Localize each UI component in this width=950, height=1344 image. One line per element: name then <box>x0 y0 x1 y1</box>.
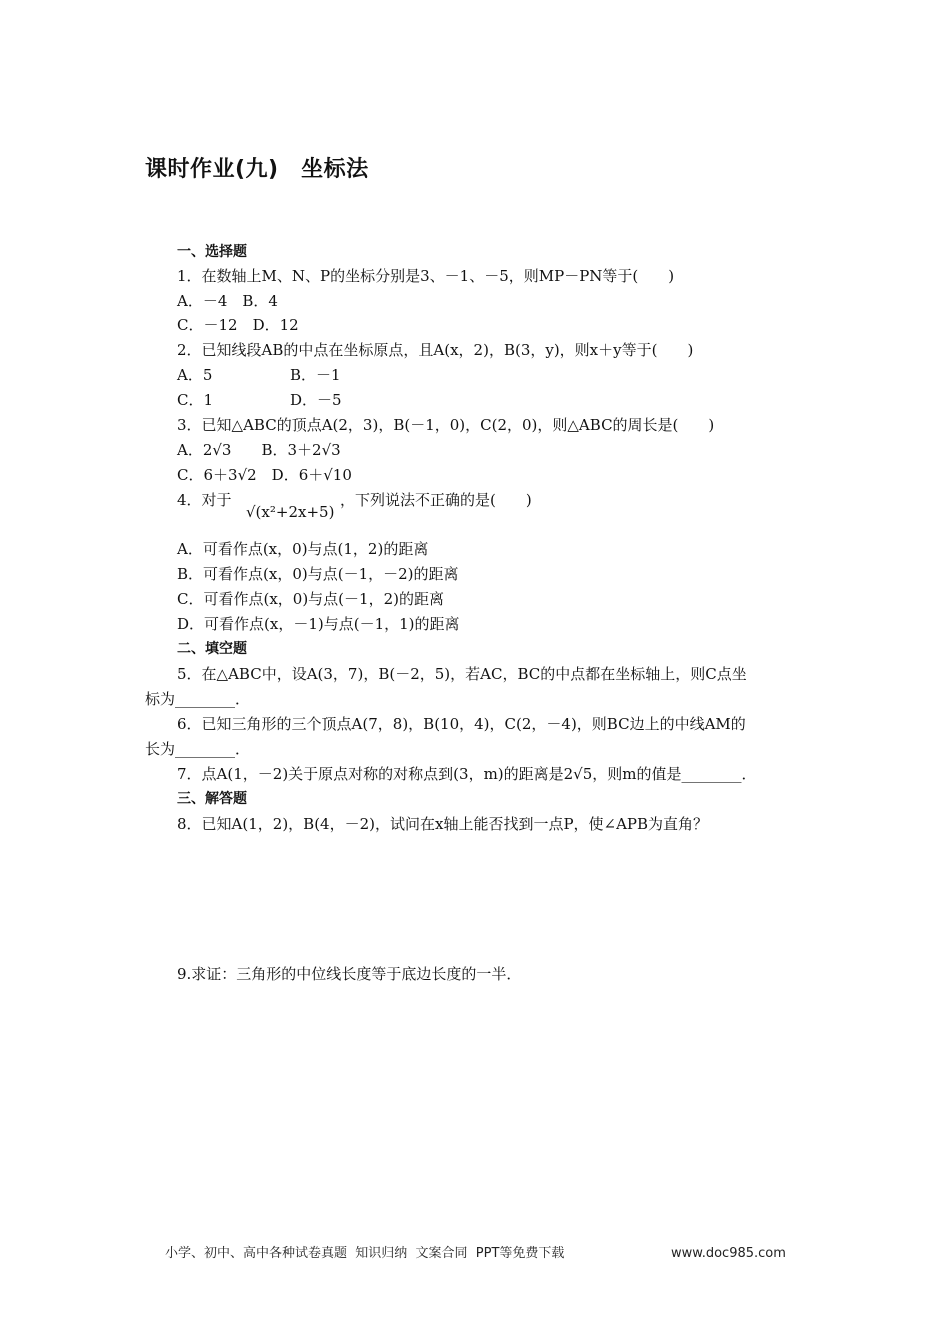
section-heading-fill: 二、填空题 <box>177 641 247 657</box>
question-4-option-c: C．可看作点(x，0)与点(－1，2)的距离 <box>177 590 444 608</box>
question-4-option-a: A．可看作点(x，0)与点(1，2)的距离 <box>177 540 429 558</box>
question-5-line-2: 标为________． <box>145 690 251 708</box>
question-7-line-1: 7．点A(1，－2)关于原点对称的对称点到(3，m)的距离是2√5，则m的值是________． <box>177 765 757 783</box>
question-3-options-ab: A．2√3 B．3＋2√3 <box>177 441 341 459</box>
section-heading-solve: 三、解答题 <box>177 791 247 807</box>
question-1-options-cd: C．－12 D．12 <box>177 316 299 334</box>
question-5-line-1: 5．在△ABC中，设A(3，7)，B(－2，5)，若AC，BC的中点都在坐标轴上，则C点坐 <box>177 665 747 683</box>
page-title: 课时作业(九) 坐标法 <box>145 157 369 182</box>
question-2-option-b: B．－1 <box>290 366 341 384</box>
footer-url: www.doc985.com <box>671 1246 786 1261</box>
question-6-line-2: 长为________． <box>145 740 251 758</box>
question-1-stem: 1．在数轴上M、N、P的坐标分别是3、－1、－5，则MP－PN等于( ) <box>177 267 675 285</box>
question-1-options-ab: A．－4 B．4 <box>177 292 278 310</box>
section-heading-choice: 一、选择题 <box>177 244 247 260</box>
question-2-stem: 2．已知线段AB的中点在坐标原点，且A(x，2)，B(3，y)，则x＋y等于( ) <box>177 341 694 359</box>
question-2-option-c: C．1 <box>177 391 214 409</box>
question-4-stem-prefix: 4．对于 <box>177 491 232 509</box>
question-4-stem-suffix: ，下列说法不正确的是( ) <box>340 491 532 509</box>
question-4-option-b: B．可看作点(x，0)与点(－1，－2)的距离 <box>177 565 459 583</box>
footer-text: 小学、初中、高中各种试卷真题 知识归纳 文案合同 PPT等免费下载 <box>165 1246 565 1261</box>
question-6-line-1: 6．已知三角形的三个顶点A(7，8)，B(10，4)，C(2，－4)，则BC边上的中线AM的 <box>177 715 746 733</box>
question-9-line-1: 9.求证：三角形的中位线长度等于底边长度的一半． <box>177 965 522 983</box>
question-4-radical-expression: √(x²+2x+5) <box>246 503 335 521</box>
question-2-option-d: D．－5 <box>290 391 342 409</box>
question-2-option-a: A．5 <box>177 366 213 384</box>
question-3-stem: 3．已知△ABC的顶点A(2，3)，B(－1，0)，C(2，0)，则△ABC的周长是( ) <box>177 416 715 434</box>
question-4-option-d: D．可看作点(x，－1)与点(－1，1)的距离 <box>177 615 460 633</box>
question-3-options-cd: C．6＋3√2 D．6＋√10 <box>177 466 352 484</box>
question-8-line-1: 8．已知A(1，2)，B(4，－2)，试问在x轴上能否找到一点P，使∠APB为直角？ <box>177 815 709 833</box>
